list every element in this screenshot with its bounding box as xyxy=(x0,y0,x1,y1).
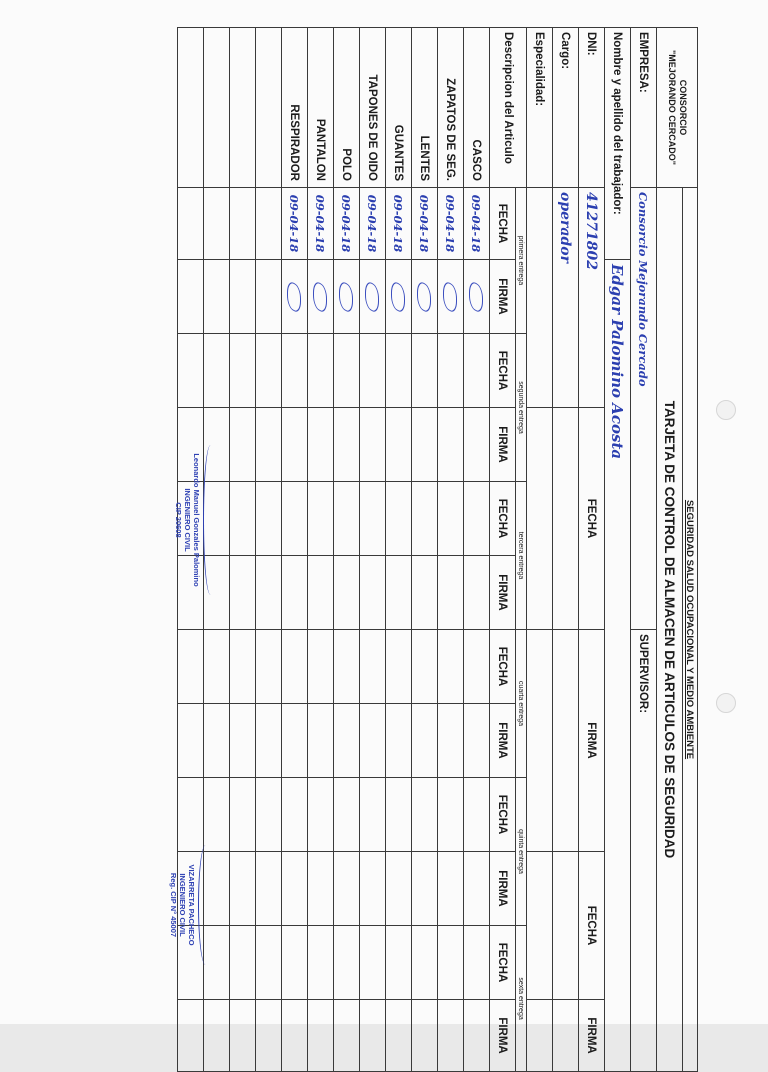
fecha-header: FECHA xyxy=(490,188,516,260)
empty-cell xyxy=(360,408,386,482)
empty-cell xyxy=(464,556,490,630)
empty-cell xyxy=(308,704,334,778)
firma-header: FIRMA xyxy=(490,852,516,926)
item-name: POLO xyxy=(334,28,360,188)
empty-cell xyxy=(178,334,204,408)
empty-cell xyxy=(282,704,308,778)
group-header-5: quinta entrega xyxy=(516,778,527,926)
nombre-label: Nombre y apellido del trabajador: xyxy=(605,28,631,260)
empty-cell xyxy=(256,556,282,630)
empty-cell xyxy=(282,334,308,408)
table-row xyxy=(438,28,464,1072)
item-fecha-1: 09-04-18 xyxy=(334,188,360,260)
empresa-value: Consorcio Mejorando Cercado xyxy=(631,188,657,630)
empty-cell xyxy=(334,408,360,482)
empty-cell xyxy=(204,630,230,704)
empty-cell xyxy=(204,334,230,408)
empty-cell xyxy=(438,630,464,704)
empty-cell xyxy=(178,704,204,778)
empty-cell xyxy=(412,1000,438,1072)
empty-cell xyxy=(360,778,386,852)
item-name: PANTALON xyxy=(308,28,334,188)
empty-cell xyxy=(178,28,204,188)
item-fecha-1: 09-04-18 xyxy=(386,188,412,260)
empty-cell xyxy=(412,482,438,556)
empty-cell xyxy=(334,704,360,778)
cargo-fecha-cell xyxy=(553,408,579,630)
empty-cell xyxy=(178,260,204,334)
item-firma-1 xyxy=(412,260,438,334)
punch-hole-1 xyxy=(716,400,736,420)
empty-cell xyxy=(308,482,334,556)
empty-cell xyxy=(282,556,308,630)
empty-cell xyxy=(386,556,412,630)
consorcio-box: CONSORCIO "MEJORANDO CERCADO" xyxy=(657,28,698,188)
item-firma-1 xyxy=(386,260,412,334)
empty-cell xyxy=(256,778,282,852)
empty-cell xyxy=(386,630,412,704)
form-table xyxy=(177,27,698,1072)
fecha-label-2: FECHA xyxy=(579,852,605,1000)
empty-cell xyxy=(256,28,282,188)
empty-cell xyxy=(360,556,386,630)
empty-cell xyxy=(464,852,490,926)
empty-cell xyxy=(412,778,438,852)
nombre-value: Edgar Palomino Acosta xyxy=(605,260,631,1072)
empty-cell xyxy=(230,926,256,1000)
group-header-6: sexta entrega xyxy=(516,926,527,1072)
cargo-value: operador xyxy=(553,188,579,408)
cargo-fecha2-cell xyxy=(553,852,579,1000)
item-name: ZAPATOS DE SEG. xyxy=(438,28,464,188)
table-row xyxy=(412,28,438,1072)
item-firma-1 xyxy=(308,260,334,334)
empty-cell xyxy=(178,188,204,260)
empty-cell xyxy=(334,926,360,1000)
empty-cell xyxy=(438,926,464,1000)
signature-mark xyxy=(366,279,380,314)
fecha-header: FECHA xyxy=(490,630,516,704)
signature-mark xyxy=(444,279,458,314)
cargo-firma2-cell xyxy=(553,1000,579,1072)
empty-cell xyxy=(230,630,256,704)
empty-cell xyxy=(256,1000,282,1072)
main-title: TARJETA DE CONTROL DE ALMACEN DE ARTICULOS DE SEGURIDAD xyxy=(657,188,683,1072)
signature-scribble xyxy=(203,445,218,595)
empty-cell xyxy=(386,408,412,482)
item-name: LENTES xyxy=(412,28,438,188)
esp-fecha-cell xyxy=(527,408,553,630)
empty-cell xyxy=(230,704,256,778)
signature-scribble xyxy=(198,845,213,965)
empty-cell xyxy=(204,188,230,260)
firma-label-1: FIRMA xyxy=(579,630,605,852)
empty-cell xyxy=(464,704,490,778)
table-row xyxy=(386,28,412,1072)
item-name: GUANTES xyxy=(386,28,412,188)
empty-cell xyxy=(386,704,412,778)
empty-cell xyxy=(386,334,412,408)
empty-cell xyxy=(178,630,204,704)
items-body xyxy=(178,28,490,1072)
empty-cell xyxy=(230,28,256,188)
empty-cell xyxy=(412,926,438,1000)
firma-header: FIRMA xyxy=(490,1000,516,1072)
empresa-label: EMPRESA: xyxy=(631,28,657,188)
empty-cell xyxy=(204,704,230,778)
empty-cell xyxy=(360,334,386,408)
firma-header: FIRMA xyxy=(490,556,516,630)
item-fecha-1: 09-04-18 xyxy=(412,188,438,260)
item-firma-1 xyxy=(360,260,386,334)
esp-fecha2-cell xyxy=(527,852,553,1000)
empty-cell xyxy=(282,482,308,556)
empty-cell xyxy=(438,334,464,408)
item-name: CASCO xyxy=(464,28,490,188)
signature-mark xyxy=(288,279,302,314)
empty-cell xyxy=(412,852,438,926)
table-row xyxy=(334,28,360,1072)
empty-cell xyxy=(256,408,282,482)
punch-hole-2 xyxy=(716,693,736,713)
empty-cell xyxy=(334,482,360,556)
item-firma-1 xyxy=(282,260,308,334)
top-title: SEGURIDAD SALUD OCUPACIONAL Y MEDIO AMBIENTE xyxy=(683,188,698,1072)
empty-cell xyxy=(204,28,230,188)
empty-cell xyxy=(438,778,464,852)
empty-cell xyxy=(386,926,412,1000)
empty-cell xyxy=(386,1000,412,1072)
item-fecha-1: 09-04-18 xyxy=(360,188,386,260)
group-header-2: segunda entrega xyxy=(516,334,527,482)
empty-cell xyxy=(334,852,360,926)
empty-cell xyxy=(412,630,438,704)
item-firma-1 xyxy=(438,260,464,334)
firma-header: FIRMA xyxy=(490,704,516,778)
empty-cell xyxy=(256,482,282,556)
dni-value: 41271802 xyxy=(579,188,605,408)
table-row xyxy=(308,28,334,1072)
empty-cell xyxy=(308,334,334,408)
esp-firma-cell xyxy=(527,630,553,852)
especialidad-label: Especialidad: xyxy=(527,28,553,188)
empty-cell xyxy=(464,926,490,1000)
empty-cell xyxy=(464,482,490,556)
empty-cell xyxy=(412,704,438,778)
empty-cell xyxy=(178,778,204,852)
empty-cell xyxy=(308,408,334,482)
group-header-3: tercera entrega xyxy=(516,482,527,630)
firma-label-2: FIRMA xyxy=(579,1000,605,1072)
empty-cell xyxy=(334,778,360,852)
empty-cell xyxy=(360,482,386,556)
empty-cell xyxy=(256,334,282,408)
empty-cell xyxy=(256,926,282,1000)
empty-cell xyxy=(334,334,360,408)
blank-row xyxy=(230,28,256,1072)
empty-cell xyxy=(438,408,464,482)
empty-cell xyxy=(282,852,308,926)
empty-cell xyxy=(256,188,282,260)
rotated-form-wrapper xyxy=(78,27,698,1054)
item-fecha-1: 09-04-18 xyxy=(438,188,464,260)
esp-firma2-cell xyxy=(527,1000,553,1072)
fecha-header: FECHA xyxy=(490,778,516,852)
empty-cell xyxy=(178,1000,204,1072)
signature-mark xyxy=(340,279,354,314)
desc-header: Descripcion del Articulo xyxy=(490,28,527,188)
supervisor-label: SUPERVISOR: xyxy=(631,630,657,1072)
empty-cell xyxy=(282,408,308,482)
empty-cell xyxy=(308,926,334,1000)
empty-cell xyxy=(360,926,386,1000)
empty-cell xyxy=(360,852,386,926)
empty-cell xyxy=(308,630,334,704)
empty-cell xyxy=(256,630,282,704)
item-fecha-1: 09-04-18 xyxy=(282,188,308,260)
empty-cell xyxy=(334,630,360,704)
empty-cell xyxy=(464,630,490,704)
blank-row xyxy=(256,28,282,1072)
empty-cell xyxy=(386,482,412,556)
empty-cell xyxy=(438,556,464,630)
table-row xyxy=(464,28,490,1072)
signature-mark xyxy=(470,279,484,314)
empty-cell xyxy=(230,852,256,926)
empty-cell xyxy=(282,1000,308,1072)
signature-mark xyxy=(314,279,328,314)
fecha-header: FECHA xyxy=(490,334,516,408)
fecha-header: FECHA xyxy=(490,926,516,1000)
fecha-label-1: FECHA xyxy=(579,408,605,630)
fecha-header: FECHA xyxy=(490,482,516,556)
empty-cell xyxy=(386,852,412,926)
empty-cell xyxy=(230,1000,256,1072)
empty-cell xyxy=(438,704,464,778)
control-card-form xyxy=(78,27,698,1054)
empty-cell xyxy=(230,556,256,630)
especialidad-value xyxy=(527,188,553,408)
cargo-label: Cargo: xyxy=(553,28,579,188)
empty-cell xyxy=(230,260,256,334)
empty-cell xyxy=(230,408,256,482)
table-row xyxy=(360,28,386,1072)
item-firma-1 xyxy=(334,260,360,334)
empty-cell xyxy=(230,482,256,556)
empty-cell xyxy=(464,1000,490,1072)
cargo-firma-cell xyxy=(553,630,579,852)
empty-cell xyxy=(412,334,438,408)
empty-cell xyxy=(464,778,490,852)
item-fecha-1: 09-04-18 xyxy=(464,188,490,260)
empty-cell xyxy=(464,334,490,408)
empty-cell xyxy=(438,1000,464,1072)
group-header-1: primera entrega xyxy=(516,188,527,334)
signature-mark xyxy=(392,279,406,314)
empty-cell xyxy=(438,852,464,926)
empty-cell xyxy=(360,630,386,704)
empty-cell xyxy=(360,704,386,778)
empty-cell xyxy=(334,1000,360,1072)
empty-cell xyxy=(204,778,230,852)
engineer-stamp-right: VIZARRETA PACHECO INGENIERO CIVIL Reg. CIP N° 45007 xyxy=(169,845,213,965)
empty-cell xyxy=(204,260,230,334)
item-name: RESPIRADOR xyxy=(282,28,308,188)
item-fecha-1: 09-04-18 xyxy=(308,188,334,260)
firma-header: FIRMA xyxy=(490,408,516,482)
table-row xyxy=(282,28,308,1072)
empty-cell xyxy=(230,778,256,852)
signature-mark xyxy=(418,279,432,314)
group-header-4: cuarta entrega xyxy=(516,630,527,778)
empty-cell xyxy=(386,778,412,852)
empty-cell xyxy=(282,778,308,852)
empty-cell xyxy=(308,778,334,852)
empty-cell xyxy=(308,852,334,926)
firma-header: FIRMA xyxy=(490,260,516,334)
empty-cell xyxy=(204,1000,230,1072)
empty-cell xyxy=(308,1000,334,1072)
item-firma-1 xyxy=(464,260,490,334)
empty-cell xyxy=(412,408,438,482)
item-name: TAPONES DE OIDO xyxy=(360,28,386,188)
empty-cell xyxy=(230,188,256,260)
empty-cell xyxy=(360,1000,386,1072)
empty-cell xyxy=(256,260,282,334)
empty-cell xyxy=(412,556,438,630)
empty-cell xyxy=(256,852,282,926)
empty-cell xyxy=(438,482,464,556)
dni-label: DNI: xyxy=(579,28,605,188)
empty-cell xyxy=(308,556,334,630)
engineer-stamp-left: Leonardo Manuel Gonzales Palomino INGENIERO CIVIL CIP 20608 xyxy=(174,445,218,595)
empty-cell xyxy=(334,556,360,630)
empty-cell xyxy=(282,926,308,1000)
empty-cell xyxy=(256,704,282,778)
empty-cell xyxy=(464,408,490,482)
empty-cell xyxy=(230,334,256,408)
empty-cell xyxy=(282,630,308,704)
